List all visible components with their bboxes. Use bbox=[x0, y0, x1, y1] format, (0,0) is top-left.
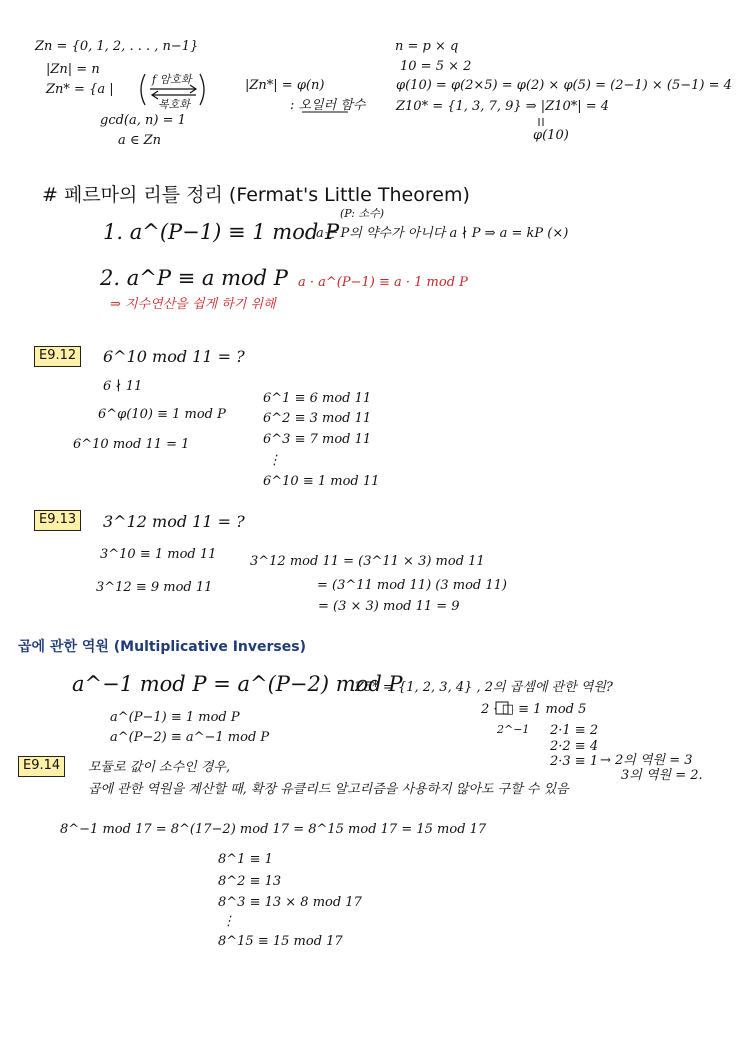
inverse-formula: a^−1 mod P = a^(P−2) mod P bbox=[72, 672, 403, 696]
z5-check-1: 2·1 ≡ 2 bbox=[550, 723, 599, 738]
fermat-line-1: 1. a^(P−1) ≡ 1 mod P bbox=[103, 220, 340, 244]
fermat-purpose-note: ⇒ 지수연산을 쉽게 하기 위해 bbox=[110, 297, 276, 312]
fermat-heading: # 페르마의 리틀 정리 (Fermat's Little Theorem) bbox=[42, 184, 470, 206]
e9-14-step-dots: ⋮ bbox=[222, 914, 235, 929]
z5-equation: 2 · □ ≡ 1 mod 5 bbox=[481, 702, 587, 717]
decrypt-label: 복호화 bbox=[158, 98, 190, 111]
example-tag-e9-13: E9.13 bbox=[34, 510, 81, 531]
e9-14-text-2: 곱에 관한 역원을 계산할 때, 확장 유클리드 알고리즘을 사용하지 않아도 구할 수 있음 bbox=[88, 782, 569, 797]
e9-12-question: 6^10 mod 11 = ? bbox=[103, 347, 245, 366]
e9-12-left-1: 6 ∤ 11 bbox=[103, 379, 143, 394]
e9-13-left-2: 3^12 ≡ 9 mod 11 bbox=[96, 580, 213, 595]
a-in-zn: a ∈ Zn bbox=[118, 133, 162, 148]
zn-definition: Zn = {0, 1, 2, . . . , n−1} bbox=[35, 39, 199, 54]
blank-box bbox=[496, 702, 508, 714]
fermat-line-1-note: a는 P의 약수가 아니다 a ∤ P ⇒ a = kP (×) bbox=[316, 226, 569, 241]
z5-star-question: Z5* = {1, 2, 3, 4} , 2의 곱셈에 관한 역원? bbox=[355, 680, 613, 695]
inverse-heading: 곱에 관한 역원 (Multiplicative Inverses) bbox=[18, 639, 306, 655]
gcd-condition: gcd(a, n) = 1 bbox=[100, 113, 186, 128]
zn-size: |Zn| = n bbox=[46, 62, 100, 77]
example-tag-e9-14: E9.14 bbox=[18, 756, 65, 777]
e9-13-right-2: = (3^11 mod 11) (3 mod 11) bbox=[317, 578, 507, 593]
phi10-calc: φ(10) = φ(2×5) = φ(2) × φ(5) = (2−1) × (5−1) = 4 bbox=[396, 78, 732, 93]
n-equals-pq: n = p × q bbox=[395, 39, 459, 54]
encrypt-label: f 암호화 bbox=[152, 73, 192, 86]
euler-function-note: : 오일러 함수 bbox=[290, 98, 366, 113]
fermat-line-2: 2. a^P ≡ a mod P bbox=[100, 266, 288, 290]
inverse-answer-1: → 2의 역원 = 3 bbox=[600, 753, 693, 768]
example-tag-e9-12: E9.12 bbox=[34, 346, 81, 367]
e9-13-right-3: = (3 × 3) mod 11 = 9 bbox=[318, 599, 460, 614]
e9-14-step-1: 8^1 ≡ 1 bbox=[218, 852, 273, 867]
e9-12-right-dots: ⋮ bbox=[268, 453, 281, 468]
zn-star-def: Zn* = {a | bbox=[46, 82, 114, 97]
e9-14-step-3: 8^3 ≡ 13 × 8 mod 17 bbox=[218, 895, 362, 910]
e9-13-right-1: 3^12 mod 11 = (3^11 × 3) mod 11 bbox=[250, 554, 485, 569]
two-inverse-label: 2^−1 bbox=[497, 723, 530, 736]
equals-vertical bbox=[539, 118, 543, 126]
phi10-below: φ(10) bbox=[533, 128, 569, 143]
e9-14-main: 8^−1 mod 17 = 8^(17−2) mod 17 = 8^15 mod 17 = 15 mod 17 bbox=[60, 822, 487, 837]
z5-check-3: 2·3 ≡ 1 bbox=[550, 754, 599, 769]
e9-12-right-1: 6^1 ≡ 6 mod 11 bbox=[263, 391, 372, 406]
left-bracket bbox=[141, 74, 145, 105]
e9-12-left-3: 6^10 mod 11 = 1 bbox=[73, 437, 190, 452]
inverse-step-1: a^(P−1) ≡ 1 mod P bbox=[110, 710, 240, 725]
e9-13-left-1: 3^10 ≡ 1 mod 11 bbox=[100, 547, 217, 562]
e9-14-text-1: 모듈로 값이 소수인 경우, bbox=[88, 760, 231, 775]
e9-12-right-5: 6^10 ≡ 1 mod 11 bbox=[263, 474, 380, 489]
inverse-step-2: a^(P−2) ≡ a^−1 mod P bbox=[110, 730, 270, 745]
phi-size: |Zn*| = φ(n) bbox=[245, 78, 325, 93]
e9-14-step-2: 8^2 ≡ 13 bbox=[218, 874, 282, 889]
z5-check-2: 2·2 ≡ 4 bbox=[550, 739, 599, 754]
inverse-answer-2: 3의 역원 = 2. bbox=[621, 768, 703, 783]
fermat-line-2-red: a · a^(P−1) ≡ a · 1 mod P bbox=[298, 275, 468, 290]
ten-factor: 10 = 5 × 2 bbox=[400, 59, 472, 74]
z10-star: Z10* = {1, 3, 7, 9} ⇒ |Z10*| = 4 bbox=[396, 99, 610, 114]
e9-12-left-2: 6^φ(10) ≡ 1 mod P bbox=[98, 407, 226, 422]
e9-13-question: 3^12 mod 11 = ? bbox=[103, 512, 245, 531]
right-bracket bbox=[200, 74, 204, 105]
e9-12-right-3: 6^3 ≡ 7 mod 11 bbox=[263, 432, 372, 447]
p-prime-note: (P: 소수) bbox=[340, 207, 385, 220]
e9-12-right-2: 6^2 ≡ 3 mod 11 bbox=[263, 411, 372, 426]
e9-14-step-5: 8^15 ≡ 15 mod 17 bbox=[218, 934, 343, 949]
